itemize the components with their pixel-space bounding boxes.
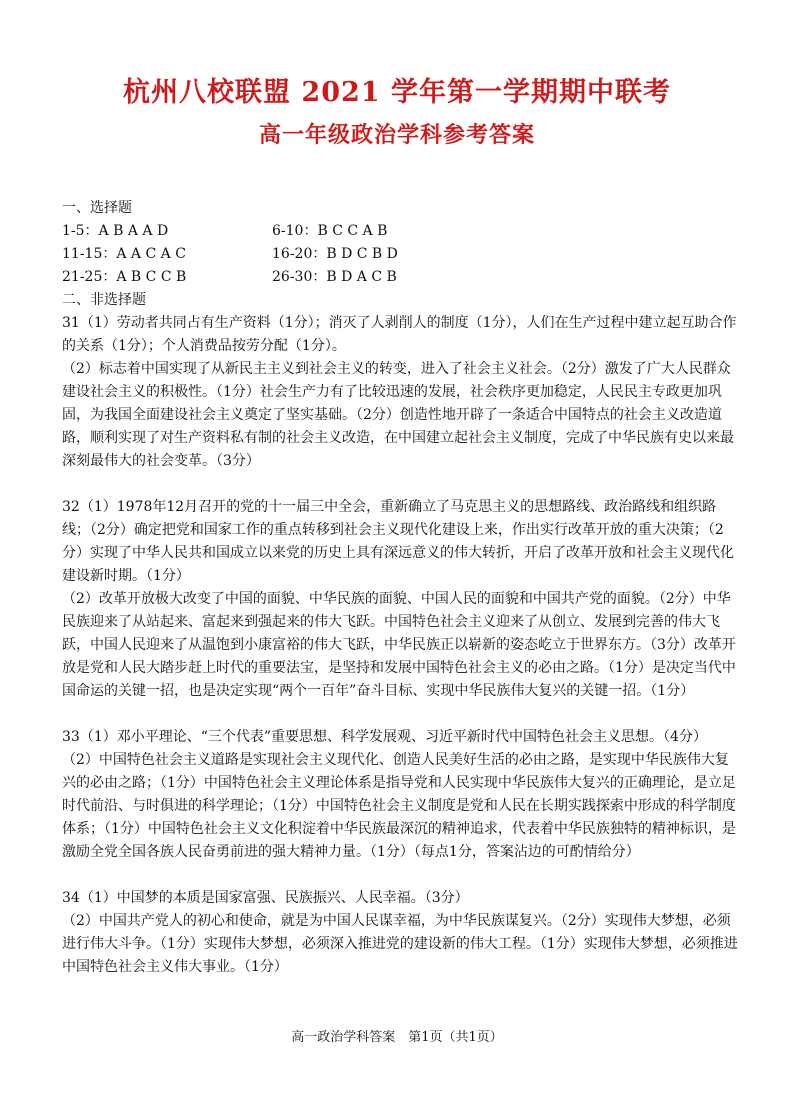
answer-range: 6-10：B C C A B <box>272 223 388 239</box>
section-heading-choice: 一、选择题 <box>62 200 132 216</box>
answer-paragraph: （2）标志着中国实现了从新民主主义到社会主义的转变，进入了社会主义社会。（2分）激发了广大人民群众建设社会主义的积极性。（1分）社会生产力有了比较迅速的发展，社会秩序更加稳定，人民民主专政更加巩固，为我国全面建设社会主义奠定了坚实基础。（2分）创造性地开辟了一条适合中国特点的社会主义改造道路，顺利实现了对生产资料私有制的社会主义改造，在中国建立起社会主义制度，完成了中华民族有史以来最深刻最伟大的社会变革。（3分） <box>62 361 734 469</box>
answer-row <box>62 220 742 243</box>
answer-row <box>62 266 742 289</box>
section-heading-nonchoice: 二、非选择题 <box>62 292 146 308</box>
answer-range: 1-5：A B A A D <box>62 223 169 239</box>
answer-row <box>62 243 742 266</box>
paragraph-gap <box>62 703 742 726</box>
answer-range: 26-30：B D A C B <box>272 269 397 285</box>
answer-paragraph: 34（1）中国梦的本质是国家富强、民族振兴、人民幸福。（3分） <box>62 890 469 906</box>
document-title: 杭州八校联盟 2021 学年第一学期期中联考 <box>123 77 671 108</box>
answer-range: 11-15：A A C A C <box>62 246 186 262</box>
answer-range: 16-20：B D C B D <box>272 246 398 262</box>
page-footer: 高一政治学科答案 第1页（共1页） <box>291 1030 503 1045</box>
answer-paragraph: （2）中国共产党人的初心和使命，就是为中国人民谋幸福，为中华民族谋复兴。（2分）实现伟大梦想，必须进行伟大斗争。（1分）实现伟大梦想，必须深入推进党的建设新的伟大工程。（1分）实现伟大梦想，必须推进中国特色社会主义伟大事业。（1分） <box>62 913 738 975</box>
answer-paragraph: （2）中国特色社会主义道路是实现社会主义现代化、创造人民美好生活的必由之路，是实现中华民族伟大复兴的必由之路；（1分）中国特色社会主义理论体系是指导党和人民实现中华民族伟大复兴的正确理论，是立足时代前沿、与时俱进的科学理论；（1分）中国特色社会主义制度是党和人民在长期实践探索中形成的科学制度体系；（1分）中国特色社会主义文化积淀着中华民族最深沉的精神追求，代表着中华民族独特的精神标识，是激励全党全国各族人民奋勇前进的强大精神力量。（1分）（每点1分，答案沾边的可酌情给分） <box>62 752 736 860</box>
document-subtitle: 高一年级政治学科参考答案 <box>258 122 535 148</box>
answer-paragraph: （2）改革开放极大改变了中国的面貌、中华民族的面貌、中国人民的面貌和中国共产党的面貌。（2分）中华民族迎来了从站起来、富起来到强起来的伟大飞跃。中国特色社会主义迎来了从创立、发展到完善的伟大飞跃，中国人民迎来了从温饱到小康富裕的伟大飞跃，中华民族正以崭新的姿态屹立于世界东方。（3分）改革开放是党和人民大踏步赶上时代的重要法宝，是坚持和发展中国特色社会主义的必由之路。（1分）是决定当代中国命运的关键一招，也是决定实现“两个一百年”奋斗目标、实现中华民族伟大复兴的关键一招。（1分） <box>62 591 736 699</box>
answer-content <box>62 197 742 979</box>
answer-paragraph: 32（1）1978年12月召开的党的十一届三中全会，重新确立了马克思主义的思想路线、政治路线和组织路线；（2分）确定把党和国家工作的重点转移到社会主义现代化建设上来，作出实行改革开放的重大决策；（2分）实现了中华人民共和国成立以来党的历史上具有深远意义的伟大转折，开启了改革开放和社会主义现代化建设新时期。（1分） <box>62 499 734 584</box>
answer-range: 21-25：A B C C B <box>62 269 187 285</box>
paragraph-gap <box>62 864 742 887</box>
answer-paragraph: 33（1）邓小平理论、“三个代表”重要思想、科学发展观、习近平新时代中国特色社会主义思想。（4分） <box>62 729 707 745</box>
paragraph-gap <box>62 473 742 496</box>
answer-paragraph: 31（1）劳动者共同占有生产资料（1分）；消灭了人剥削人的制度（1分），人们在生产过程中建立起互助合作的关系（1分）；个人消费品按劳分配（1分）。 <box>62 315 737 354</box>
